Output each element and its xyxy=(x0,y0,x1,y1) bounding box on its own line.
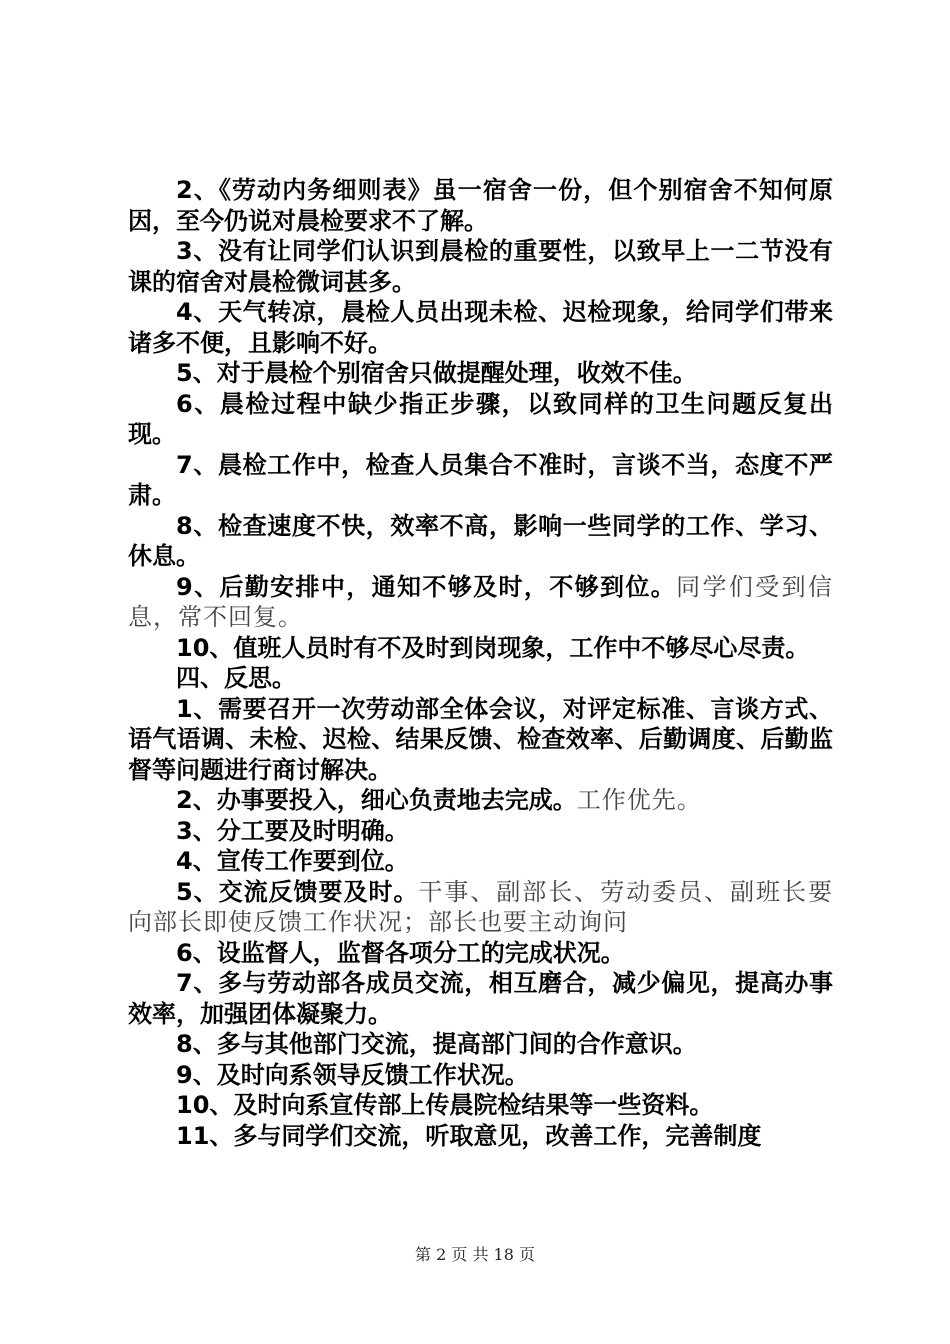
paragraph-text: 5、对于晨检个别宿舍只做提醒处理，收效不佳。 xyxy=(176,359,697,387)
paragraph xyxy=(128,968,833,1029)
paragraph-text: 3、没有让同学们认识到晨检的重要性，以致早上一二节没有课的宿舍对晨检微词甚多。 xyxy=(128,237,833,296)
paragraph xyxy=(128,846,833,877)
paragraph xyxy=(128,175,833,236)
paragraph xyxy=(128,633,833,664)
paragraph xyxy=(128,236,833,297)
paragraph xyxy=(128,816,833,847)
paragraph-note: 同学们受到信息，常不回复。 xyxy=(128,572,833,631)
paragraph-text: 4、天气转凉，晨检人员出现未检、迟检现象，给同学们带来诸多不便，且影响不好。 xyxy=(128,298,833,357)
paragraph-note: 干事、副部长、劳动委员、副班长要向部长即使反馈工作状况；部长也要主动询问 xyxy=(128,877,833,936)
paragraph xyxy=(128,1060,833,1091)
paragraph xyxy=(128,1090,833,1121)
paragraph-text: 11、多与同学们交流，听取意见，改善工作，完善制度 xyxy=(176,1121,762,1150)
paragraph-text: 9、后勤安排中，通知不够及时，不够到位。 xyxy=(176,572,677,601)
paragraph xyxy=(128,358,833,389)
paragraph xyxy=(128,694,833,786)
paragraph xyxy=(128,877,833,938)
paragraph-text: 6、晨检过程中缺少指正步骤，以致同样的卫生问题反复出现。 xyxy=(128,389,833,448)
document-body xyxy=(128,175,833,1151)
paragraph-text: 四、反思。 xyxy=(176,664,296,692)
paragraph-text: 1、需要召开一次劳动部全体会议，对评定标准、言谈方式、语气语调、未检、迟检、结果反馈、检查效率、后勤调度、后勤监督等问题进行商讨解决。 xyxy=(128,694,833,784)
paragraph xyxy=(128,389,833,450)
section-heading xyxy=(128,663,833,694)
paragraph xyxy=(128,450,833,511)
paragraph xyxy=(128,572,833,633)
paragraph-text: 10、值班人员时有不及时到岗现象，工作中不够尽心尽责。 xyxy=(176,633,810,662)
paragraph-text: 2、办事要投入，细心负责地去完成。 xyxy=(176,786,577,814)
paragraph xyxy=(128,1121,833,1152)
paragraph-text: 6、设监督人，监督各项分工的完成状况。 xyxy=(176,938,625,967)
paragraph xyxy=(128,511,833,572)
paragraph xyxy=(128,938,833,969)
paragraph-note: 工作优先。 xyxy=(576,786,702,814)
paragraph xyxy=(128,1029,833,1060)
paragraph xyxy=(128,297,833,358)
paragraph-text: 7、多与劳动部各成员交流，相互磨合，减少偏见，提高办事效率，加强团体凝聚力。 xyxy=(128,969,833,1028)
paragraph-text: 4、宣传工作要到位。 xyxy=(176,847,409,875)
paragraph-text: 8、检查速度不快，效率不高，影响一些同学的工作、学习、休息。 xyxy=(128,511,833,570)
paragraph xyxy=(128,785,833,816)
paragraph-text: 7、晨检工作中，检查人员集合不准时，言谈不当，态度不严肃。 xyxy=(128,450,833,509)
paragraph-text: 10、及时向系宣传部上传晨院检结果等一些资料。 xyxy=(176,1091,714,1119)
paragraph-text: 9、及时向系领导反馈工作状况。 xyxy=(176,1060,529,1089)
paragraph-text: 8、多与其他部门交流，提高部门间的合作意识。 xyxy=(176,1030,697,1058)
paragraph-text: 2、《劳动内务细则表》虽一宿舍一份，但个别宿舍不知何原因，至今仍说对晨检要求不了解。 xyxy=(128,176,833,235)
paragraph-text: 3、分工要及时明确。 xyxy=(176,816,409,845)
page-number-footer: 第 2 页 共 18 页 xyxy=(415,1245,535,1264)
paragraph-text: 5、交流反馈要及时。 xyxy=(176,877,419,906)
